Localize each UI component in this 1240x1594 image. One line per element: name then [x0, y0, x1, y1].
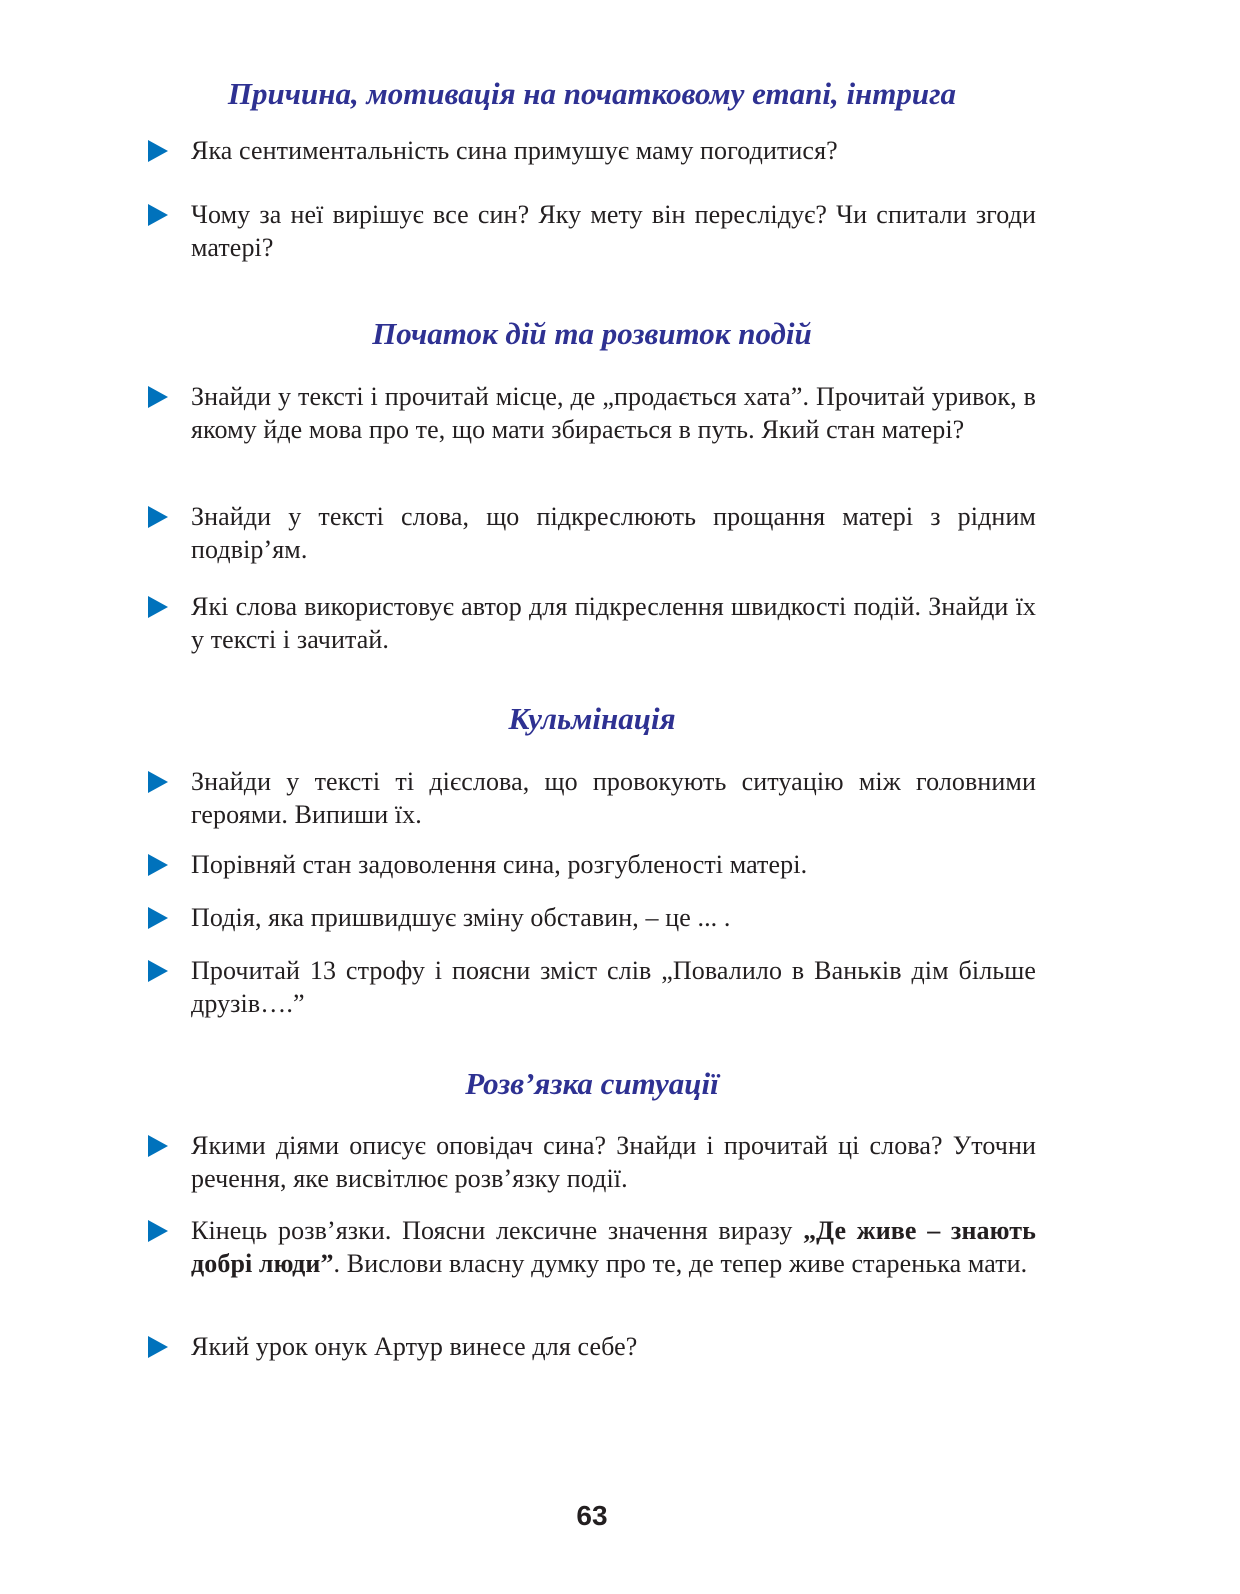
list-item	[148, 500, 1036, 566]
list-item-text: Яка сентиментальність сина примушує маму погодитися?	[191, 136, 838, 165]
section-heading-resolution: Розв’язка ситуації	[465, 1066, 719, 1101]
triangle-right-icon	[148, 386, 168, 408]
list-item	[148, 134, 1036, 167]
list-item-text: Які слова використовує автор для підкреслення швидкості подій. Знайди їх у тексті і зачитай.	[191, 592, 1036, 654]
page-number: 63	[576, 1500, 608, 1531]
triangle-right-icon	[148, 1135, 168, 1157]
list-item-text: Який урок онук Артур винесе для себе?	[191, 1332, 638, 1361]
list-item	[148, 765, 1036, 831]
list-item-text: Прочитай 13 строфу і поясни зміст слів „Повалило в Ваньків дім більше друзів….”	[191, 956, 1036, 1018]
list-item-text: Знайди у тексті ті дієслова, що провокують ситуацію між головними героями. Випиши їх.	[191, 767, 1036, 829]
section-heading-cause: Причина, мотивація на початковому етапі, інтрига	[227, 76, 957, 111]
list-item-text: Знайди у тексті слова, що підкреслюють прощання матері з рідним подвір’ям.	[191, 502, 1036, 564]
bold-phrase: „Де живе – знають добрі люди”	[191, 1216, 1036, 1278]
list-item	[148, 198, 1036, 264]
triangle-right-icon	[148, 854, 168, 876]
list-item	[148, 901, 1036, 934]
triangle-right-icon	[148, 140, 168, 162]
triangle-right-icon	[148, 960, 168, 982]
triangle-right-icon	[148, 204, 168, 226]
list-item-text-part: Кінець розв’язки. Поясни лексичне значення виразу	[191, 1216, 804, 1245]
list-item-text: Порівняй стан задоволення сина, розгубленості матері.	[191, 850, 808, 879]
list-item-text	[191, 1214, 1036, 1280]
list-item	[148, 1214, 1036, 1280]
list-item	[148, 954, 1036, 1020]
list-item	[148, 1129, 1036, 1195]
list-item	[148, 590, 1036, 656]
triangle-right-icon	[148, 907, 168, 929]
list-item	[148, 1330, 1036, 1363]
list-item-text: Знайди у тексті і прочитай місце, де „продається хата”. Прочитай уривок, в якому йде мова про те, що мати збирається в путь. Який стан матері?	[191, 382, 1036, 444]
section-heading-development: Початок дій та розвиток подій	[372, 316, 812, 351]
triangle-right-icon	[148, 771, 168, 793]
triangle-right-icon	[148, 1220, 168, 1242]
triangle-right-icon	[148, 596, 168, 618]
list-item	[148, 380, 1036, 446]
triangle-right-icon	[148, 1336, 168, 1358]
list-item	[148, 848, 1036, 881]
list-item-text: Чому за неї вирішує все син? Яку мету він переслідує? Чи спитали згоди матері?	[191, 200, 1036, 262]
list-item-text: Якими діями описує оповідач сина? Знайди і прочитай ці слова? Уточни речення, яке висвітлює розв’язку події.	[191, 1131, 1036, 1193]
list-item-text: Подія, яка пришвидшує зміну обставин, – це ... .	[191, 903, 731, 932]
triangle-right-icon	[148, 506, 168, 528]
section-heading-culmination: Кульмінація	[508, 701, 676, 736]
list-item-text-part: . Вислови власну думку про те, де тепер живе старенька мати.	[333, 1249, 1028, 1278]
